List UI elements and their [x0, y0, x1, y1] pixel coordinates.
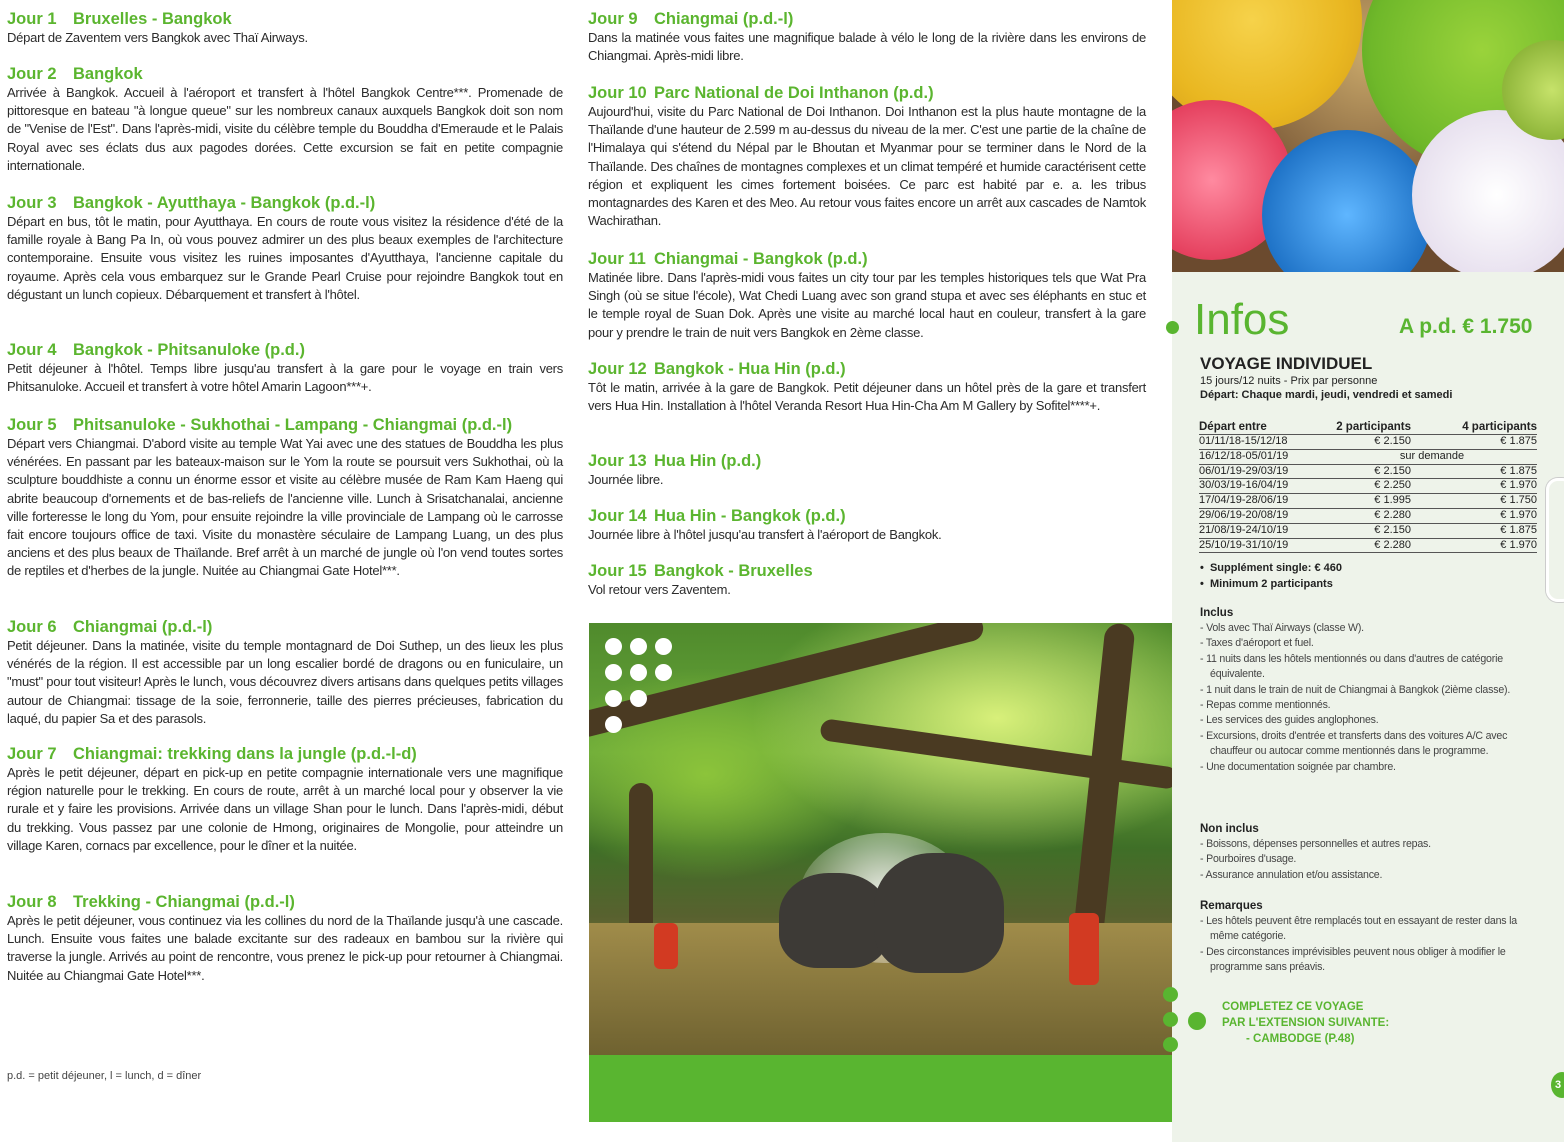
price-from: A p.d. € 1.750: [1399, 315, 1533, 338]
day-heading: [588, 360, 1146, 379]
price-4-participants: € 1.970: [1411, 479, 1537, 494]
day-description: Journée libre.: [588, 472, 664, 487]
date-range: 06/01/19-29/03/19: [1199, 464, 1327, 479]
price-2-participants: € 2.150: [1327, 464, 1411, 479]
day-number: Jour 7: [7, 745, 57, 763]
day-block: [7, 10, 563, 47]
price-row: [1199, 464, 1537, 479]
price-4-participants: € 1.970: [1411, 538, 1537, 553]
extension-callout[interactable]: [1222, 999, 1389, 1047]
day-title: Bangkok - Hua Hin (p.d.): [654, 360, 846, 378]
day-number: Jour 15: [588, 562, 647, 580]
day-description: Petit déjeuner à l'hôtel. Temps libre jusqu'au transfert à la gare pour le voyage en train vers Phitsanuloke. Accueil et transfert à votre hôtel Amarin Lagoon***+.: [7, 361, 563, 395]
day-heading: [588, 84, 1146, 103]
day-description: Aujourd'hui, visite du Parc National de Doi Inthanon. Doi Inthanon est la plus haute montagne de la Thaïlande d'une hauteur de 2.599 m au-dessus du niveau de la mer. C'est une partie de la chaîne de l'Himalaya qui s'étend du Népal par le Bhoutan et Myanmar pour se terminer dans le Nord de la Thaïlande. Des chaînes de montagnes complexes et un climat tempéré et humide caractérisent cette région et expliquent les cimes fortement boisées. Ce parc est habité par e. a. les tribus montagnardes des Karen et des Meo. Au retour vous faites encore un arrêt aux cascades de Namtok Wachirathan.: [588, 104, 1146, 229]
day-title: Bruxelles - Bangkok: [73, 10, 232, 28]
day-heading: [588, 10, 1146, 29]
green-dot: [1163, 1037, 1178, 1052]
day-heading: [588, 250, 1146, 269]
date-range: 25/10/19-31/10/19: [1199, 538, 1327, 553]
parasols-photo: [1172, 0, 1564, 272]
departure-days: Départ: Chaque mardi, jeudi, vendredi et samedi: [1200, 389, 1453, 401]
day-block: [588, 84, 1146, 230]
day-number: Jour 13: [588, 452, 647, 470]
day-block: [7, 65, 563, 175]
day-description: Départ en bus, tôt le matin, pour Ayutthaya. En cours de route vous visitez la résidence d'été de la famille royale à Bang Pa In, où vous pouvez admirer un des plus beaux exemples de l'architecture contemporaine. Ensuite vous visitez les ruines imposantes d'Ayutthaya, l'ancienne capitale du royaume. Après cela vous embarquez sur le Grande Pearl Cruise pour rejoindre Bangkok tout en dégustant un lunch copieux. Débarquement et transfert à l'hôtel.: [7, 214, 563, 302]
day-description: Après le petit déjeuner, départ en pick-up en petite compagnie internationale vers une magnifique région naturelle pour le trekking. En cours de route, arrêt à un marché local pour y observer la vie rurale et y faire les provisions. Arrivée dans un village Shan pour le lunch. Dans l'après-midi, début du trekking. Vous passez par une colonie de Hmong, originaires de Mongolie, pour atteindre un village Karen, cornacs par excellence, pour le dîner et la nuitée.: [7, 765, 563, 853]
day-heading: [7, 341, 563, 360]
remarques-section: [1200, 899, 1545, 976]
day-heading: [7, 745, 563, 764]
day-block: [7, 618, 563, 728]
day-title: Hua Hin - Bangkok (p.d.): [654, 507, 846, 525]
inclus-section: [1200, 606, 1545, 775]
day-description: Tôt le matin, arrivée à la gare de Bangkok. Petit déjeuner dans un hôtel près de la gare et transfert vers Hua Hin. Installation à l'hôtel Veranda Resort Hua Hin-Cha Am M Gallery by Sofitel****+.: [588, 380, 1146, 414]
cta-line: PAR L'EXTENSION SUIVANTE:: [1222, 1017, 1390, 1029]
non-inclus-section: [1200, 822, 1545, 883]
non-inclus-heading: Non inclus: [1200, 823, 1259, 835]
day-heading: [7, 65, 563, 84]
price-table: [1199, 421, 1537, 553]
day-description: Départ de Zaventem vers Bangkok avec Thaï Airways.: [7, 30, 308, 45]
day-heading: [588, 452, 1146, 471]
col-4-participants: 4 participants: [1411, 421, 1537, 435]
green-footer-band: [589, 1055, 1172, 1122]
day-block: [7, 893, 563, 985]
price-row: [1199, 479, 1537, 494]
day-number: Jour 1: [7, 10, 57, 28]
day-block: [588, 250, 1146, 342]
day-title: Parc National de Doi Inthanon (p.d.): [654, 84, 934, 102]
voyage-title: VOYAGE INDIVIDUEL: [1200, 354, 1373, 373]
day-title: Trekking - Chiangmai (p.d.-l): [73, 893, 295, 911]
cta-link-cambodge[interactable]: - CAMBODGE (P.48): [1246, 1033, 1355, 1045]
price-row: [1199, 494, 1537, 509]
price-2-participants: € 2.150: [1327, 523, 1411, 538]
price-2-participants: € 2.280: [1327, 508, 1411, 523]
list-item: - Taxes d'aéroport et fuel.: [1200, 636, 1545, 651]
price-2-participants: € 2.150: [1327, 435, 1411, 450]
day-description: Arrivée à Bangkok. Accueil à l'aéroport et transfert à l'hôtel Bangkok Centre***. Promenade de pittoresque en bateau "à longue queue" sur les nombreux canaux auxquels Bangkok doit son nom de "Venise de l'Est". Dans l'après-midi, visite du célèbre temple du Bouddha d'Emeraude et le Palais Royal avec ses éclats dus aux pagodes dorées. Cette excursion se fait en petite compagnie internationale.: [7, 85, 563, 173]
day-block: [588, 452, 1146, 489]
day-number: Jour 2: [7, 65, 57, 83]
day-number: Jour 6: [7, 618, 57, 636]
col-departure: Départ entre: [1199, 421, 1327, 435]
day-number: Jour 5: [7, 416, 57, 434]
price-4-participants: € 1.970: [1411, 508, 1537, 523]
day-description: Départ vers Chiangmai. D'abord visite au temple Wat Yai avec une des statues de Bouddha les plus vénérées. En passant par les bateaux-maison sur le Yom la route se poursuit vers Sukhothai, où la sculpture bouddhiste a connu un énorme essor et visite au célèbre musée de Ram Kam Haeng qui abrite beaucoup d'ornements et de bas-reliefs de l'ancienne ville. Lunch à Srisatchanalai, ancienne ville forteresse le long du Yom, pour ensuite rejoindre la ville provinciale de Lampang où le carrosse fait encore toujours office de taxi. Visite du monastère séculaire de Lampang Luang, un des plus anciens et des plus beaux de Thaïlande. Bref arrêt à un marché de jungle où l'on vend toutes sortes de reptiles et d'herbes de la jungle. Nuitée au Chiangmai Gate Hotel***.: [7, 436, 563, 579]
day-title: Bangkok - Ayutthaya - Bangkok (p.d.-l): [73, 194, 376, 212]
list-item: - 11 nuits dans les hôtels mentionnés ou dans d'autres de catégorie équivalente.: [1200, 652, 1545, 683]
date-range: 30/03/19-16/04/19: [1199, 479, 1327, 494]
day-description: Matinée libre. Dans l'après-midi vous faites un city tour par les temples historiques tels que Wat Pra Singh (où se situe l'école), Wat Chedi Luang avec son grand stupa et avec ses éléphants en stuc et le temple royal de Suan Dok. Après une visite au marché local haut en couleur, transfert à la gare pour y prendre le train de nuit vers Bangkok en 2ème classe.: [588, 270, 1146, 340]
price-table-header: [1199, 421, 1537, 435]
meal-legend: p.d. = petit déjeuner, l = lunch, d = dîner: [7, 1070, 202, 1082]
list-item: - Les hôtels peuvent être remplacés tout en essayant de rester dans la même catégorie.: [1200, 914, 1545, 945]
day-heading: [7, 10, 563, 29]
day-title: Chiangmai - Bangkok (p.d.): [654, 250, 868, 268]
day-title: Chiangmai (p.d.-l): [654, 10, 794, 28]
price-4-participants: € 1.875: [1411, 435, 1537, 450]
price-4-participants: € 1.750: [1411, 494, 1537, 509]
day-heading: [7, 416, 563, 435]
day-title: Hua Hin (p.d.): [654, 452, 762, 470]
infos-bullet-dot: [1166, 321, 1179, 334]
cta-line: COMPLETEZ CE VOYAGE: [1222, 1001, 1364, 1013]
day-number: Jour 12: [588, 360, 647, 378]
page-number-badge: 3: [1551, 1072, 1564, 1098]
price-row: [1199, 508, 1537, 523]
price-row: [1199, 523, 1537, 538]
next-page-handle[interactable]: [1546, 478, 1564, 602]
day-number: Jour 9: [588, 10, 638, 28]
green-dot: [1163, 987, 1178, 1002]
day-description: Journée libre à l'hôtel jusqu'au transfert à l'aéroport de Bangkok.: [588, 527, 942, 542]
list-item: - Les services des guides anglophones.: [1200, 713, 1545, 728]
day-number: Jour 8: [7, 893, 57, 911]
day-title: Chiangmai: trekking dans la jungle (p.d.-l-d): [73, 745, 417, 763]
price-2-participants: € 1.995: [1327, 494, 1411, 509]
day-block: [588, 562, 1146, 599]
day-block: [7, 416, 563, 581]
remarques-heading: Remarques: [1200, 900, 1263, 912]
price-4-participants: € 1.875: [1411, 464, 1537, 479]
duration-text: 15 jours/12 nuits - Prix par personne: [1200, 375, 1378, 387]
list-item: - Vols avec Thaï Airways (classe W).: [1200, 621, 1545, 636]
day-number: Jour 3: [7, 194, 57, 212]
price-4-participants: € 1.875: [1411, 523, 1537, 538]
list-item: - Des circonstances imprévisibles peuvent nous obliger à modifier le programme sans préavis.: [1200, 945, 1545, 976]
date-range: 01/11/18-15/12/18: [1199, 435, 1327, 450]
day-block: [588, 10, 1146, 65]
day-number: Jour 14: [588, 507, 647, 525]
day-description: Dans la matinée vous faites une magnifique balade à vélo le long de la rivière dans les environs de Chiangmai. Après-midi libre.: [588, 30, 1146, 64]
day-description: Vol retour vers Zaventem.: [588, 582, 731, 597]
day-block: [7, 745, 563, 855]
list-item: - Boissons, dépenses personnelles et autres repas.: [1200, 837, 1545, 852]
price-row: [1199, 435, 1537, 450]
inclus-heading: Inclus: [1200, 607, 1234, 619]
day-number: Jour 10: [588, 84, 647, 102]
day-title: Chiangmai (p.d.-l): [73, 618, 213, 636]
price-on-request: sur demande: [1327, 449, 1537, 464]
list-item: - Une documentation soignée par chambre.: [1200, 760, 1545, 775]
day-title: Bangkok - Bruxelles: [654, 562, 813, 580]
day-heading: [588, 507, 1146, 526]
price-row: [1199, 449, 1537, 464]
day-block: [7, 341, 563, 396]
day-description: Après le petit déjeuner, vous continuez via les collines du nord de la Thaïlande jusqu'à une cascade. Lunch. Ensuite vous faites une balade excitante sur des radeaux en bambou sur la rivière qui traverse la jungle. Arrivés au point de rencontre, vous prenez le pick-up pour retourner à Chiangmai. Nuitée au Chiangmai Gate Hotel***.: [7, 913, 563, 983]
supplement-single: • Supplément single: € 460: [1200, 562, 1343, 574]
list-item: - Assurance annulation et/ou assistance.: [1200, 868, 1545, 883]
green-dot: [1163, 1012, 1178, 1027]
day-block: [588, 507, 1146, 544]
day-heading: [7, 618, 563, 637]
list-item: - Pourboires d'usage.: [1200, 852, 1545, 867]
date-range: 16/12/18-05/01/19: [1199, 449, 1327, 464]
list-item: - Repas comme mentionnés.: [1200, 698, 1545, 713]
date-range: 29/06/19-20/08/19: [1199, 508, 1327, 523]
day-heading: [7, 893, 563, 912]
col-2-participants: 2 participants: [1327, 421, 1411, 435]
price-2-participants: € 2.280: [1327, 538, 1411, 553]
date-range: 21/08/19-24/10/19: [1199, 523, 1327, 538]
day-heading: [588, 562, 1146, 581]
day-number: Jour 4: [7, 341, 57, 359]
day-title: Bangkok - Phitsanuloke (p.d.): [73, 341, 305, 359]
day-title: Bangkok: [73, 65, 143, 83]
price-2-participants: € 2.250: [1327, 479, 1411, 494]
list-item: - Excursions, droits d'entrée et transferts dans des voitures A/C avec chauffeur ou autocar comme mentionnés dans le programme.: [1200, 729, 1545, 760]
elephant-river-photo: [589, 623, 1172, 1055]
day-number: Jour 11: [588, 250, 646, 268]
green-dot: [1188, 1012, 1206, 1030]
price-row: [1199, 538, 1537, 553]
minimum-participants: • Minimum 2 participants: [1200, 578, 1333, 590]
day-block: [7, 194, 563, 304]
date-range: 17/04/19-28/06/19: [1199, 494, 1327, 509]
list-item: - 1 nuit dans le train de nuit de Chiangmai à Bangkok (2ième classe).: [1200, 683, 1545, 698]
day-title: Phitsanuloke - Sukhothai - Lampang - Chiangmai (p.d.-l): [73, 416, 513, 434]
voyage-subtitle: [1200, 374, 1452, 402]
infos-title: Infos: [1194, 295, 1290, 344]
day-description: Petit déjeuner. Dans la matinée, visite du temple montagnard de Doi Suthep, un des lieux les plus vénérés de la région. Il est accessible par un long escalier bordé de dragons ou en funiculaire, un "must" pour tout visiteur! Après le lunch, vous découvrez divers artisans dans quelques petits villages autour de Chiangmai: tissage de la soie, ferronnerie, taille des pierres précieuses, fabrication du laqué, du papier Sa et des parasols.: [7, 638, 563, 726]
day-block: [588, 360, 1146, 415]
day-heading: [7, 194, 563, 213]
